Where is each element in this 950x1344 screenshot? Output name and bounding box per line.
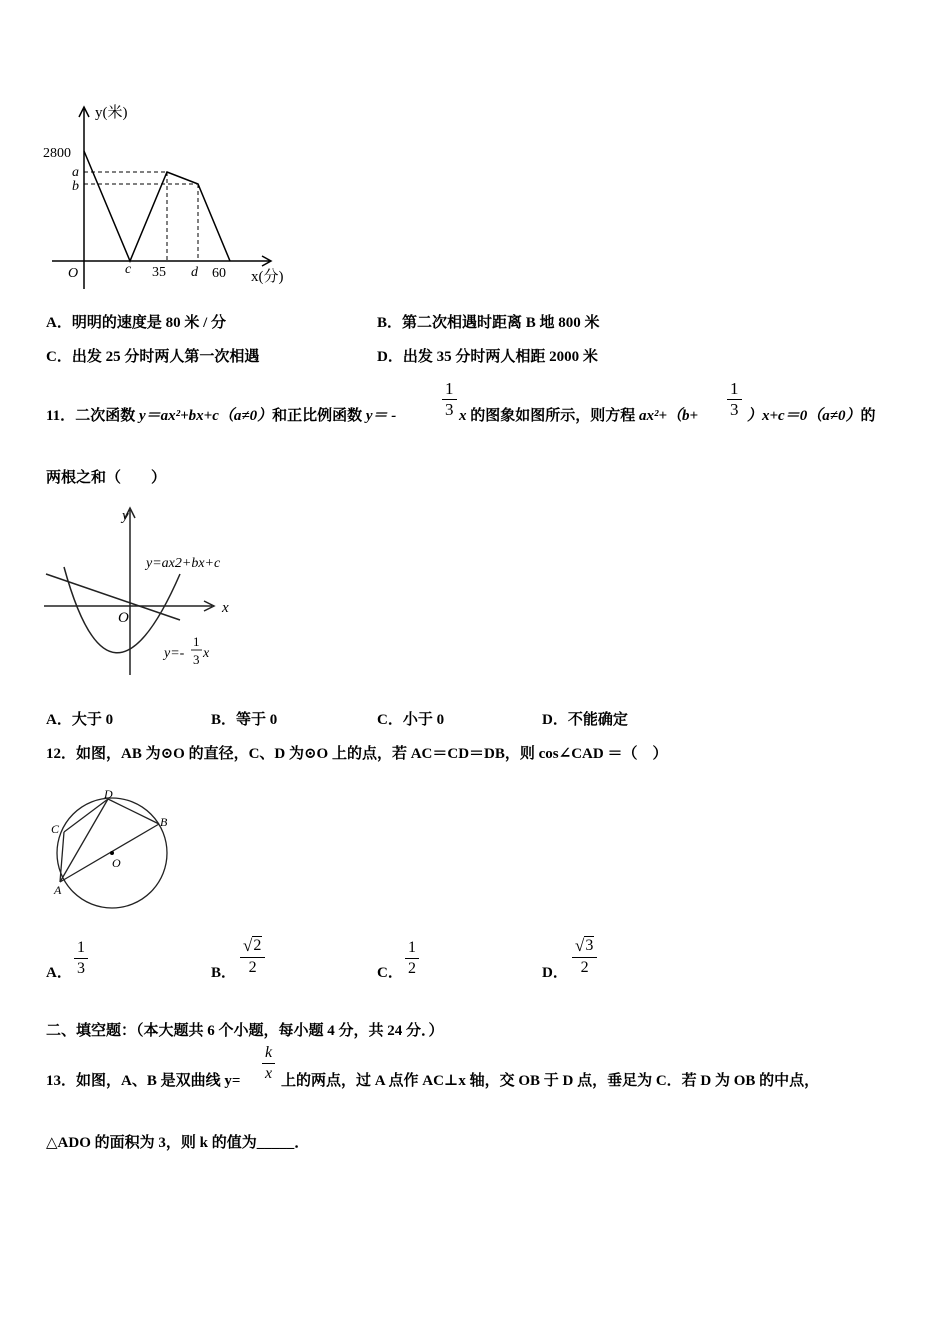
chord-ab: [60, 824, 159, 882]
option-key: D．: [377, 349, 403, 365]
x-axis-label: x(分): [251, 269, 284, 285]
graph-line: [84, 151, 230, 261]
fraction-numerator: 2: [253, 937, 262, 954]
q11-text-part2: 和正比例函数: [272, 408, 366, 424]
fraction-numerator: 1: [77, 939, 85, 956]
point-c-label: C: [51, 822, 60, 836]
sqrt-sign: √: [243, 936, 253, 955]
x-tick-origin: O: [68, 266, 79, 281]
q11-quadratic-function: y＝ax²+bx+c（a≠0）: [138, 408, 273, 424]
x-tick-c: c: [125, 262, 132, 277]
q12-option-b-key: B．: [211, 965, 237, 981]
q12-option-a-value: [74, 938, 88, 979]
option-key: C．: [377, 712, 403, 728]
distance-time-graph: [40, 95, 310, 295]
option-key: B．: [211, 712, 237, 728]
sqrt-sign: √: [575, 936, 585, 955]
q11-option-d: [542, 708, 628, 729]
line-frac-den: 3: [193, 652, 200, 667]
origin-label: O: [118, 610, 129, 626]
q12-option-b-value: [240, 936, 265, 978]
y-axis-label: y(米): [95, 105, 128, 121]
option-text: 第二次相遇时距离 B 地 800 米: [402, 315, 600, 331]
fraction-numerator: k: [265, 1044, 273, 1061]
x-tick-35: 35: [152, 265, 166, 280]
fraction-denominator: 3: [77, 960, 85, 977]
q11-fraction-one-third-b: [727, 379, 742, 420]
q11-stem-line1: [46, 404, 396, 425]
parabola-label: y=ax2+bx+c: [146, 556, 221, 571]
point-a-label: A: [54, 883, 62, 897]
fraction-numerator: 3: [585, 937, 594, 954]
option-text: 小于 0: [402, 712, 445, 728]
parabola-line-graph: [40, 500, 250, 680]
q10-option-b: [377, 311, 600, 332]
q13-stem-part1: 13．如图，A、B 是双曲线 y=: [46, 1073, 241, 1089]
q12-option-d-value: [572, 936, 597, 978]
q12-option-c-value: [405, 938, 419, 979]
point-d-label: D: [104, 787, 113, 801]
option-text: 等于 0: [236, 712, 278, 728]
q11-stem-line2: 两根之和（ ）: [46, 470, 167, 486]
q11-equation-part-a: ax²+（b+: [639, 408, 699, 424]
point-o-label: O: [112, 856, 121, 870]
q11-option-c: [377, 708, 444, 729]
option-key: C．: [46, 349, 72, 365]
center-dot: [110, 851, 114, 855]
section-title: 二、填空题：（本大题共 6 个小题，每小题 4 分，共 24 分．）: [46, 1023, 444, 1039]
q12-option-d-key: D．: [542, 965, 568, 981]
fraction-numerator: 1: [730, 379, 739, 398]
q11-text-part4: 的: [860, 408, 876, 424]
question-number: 11．: [46, 408, 76, 424]
line-frac-num: 1: [193, 634, 200, 649]
fraction-denominator: 3: [445, 400, 454, 419]
option-text: 明明的速度是 80 米 / 分: [71, 315, 227, 331]
q11-variable-x: x: [459, 408, 467, 424]
fraction-denominator: 3: [730, 400, 739, 419]
q12-option-c-key: C．: [377, 965, 403, 981]
q11-equation-part-b: ）x+c＝0（a≠0）: [747, 408, 861, 424]
circle-figure: [45, 780, 185, 915]
q11-text-part3: 的图象如图所示，则方程: [470, 408, 640, 424]
q11-stem-line1-end: [747, 404, 875, 425]
q12-option-a-key: A．: [46, 965, 72, 981]
y-tick-b: b: [72, 179, 79, 194]
q11-option-a: [46, 708, 113, 729]
chord-ad: [60, 799, 108, 882]
y-tick-a: a: [72, 165, 79, 180]
option-key: D．: [542, 712, 568, 728]
fraction-denominator: x: [265, 1065, 273, 1082]
option-key: A．: [46, 712, 72, 728]
x-tick-60: 60: [212, 266, 226, 281]
x-axis-label: x: [222, 600, 229, 616]
line-label: y=-: [164, 646, 185, 661]
q11-fraction-one-third: [442, 379, 457, 420]
q10-option-d: [377, 345, 598, 366]
option-text: 大于 0: [71, 712, 114, 728]
option-text: 出发 35 分时两人相距 2000 米: [402, 349, 598, 365]
q11-stem-line1-cont: [459, 404, 698, 425]
option-key: B．: [377, 315, 403, 331]
fraction-denominator: 2: [580, 959, 589, 976]
q11-text-part1: 二次函数: [75, 408, 139, 424]
y-tick-2800: 2800: [43, 146, 71, 161]
q12-stem: 12．如图，AB 为⊙O 的直径，C、D 为⊙O 上的点，若 AC＝CD＝DB，则 cos∠CAD ＝（ ）: [46, 746, 668, 762]
proportional-line: [46, 574, 180, 620]
line-label-x: x: [203, 646, 210, 661]
q10-option-c: [46, 345, 259, 366]
q13-stem-part2: 上的两点，过 A 点作 AC⊥x 轴，交 OB 于 D 点，垂足为 C．若 D 为 OB 的中点，: [281, 1073, 820, 1089]
y-axis-label: y: [122, 508, 129, 524]
fraction-numerator: 1: [445, 379, 454, 398]
q11-linear-function: y＝ -: [365, 408, 397, 424]
q13-stem-line2: △ADO 的面积为 3，则 k 的值为_____．: [46, 1135, 310, 1151]
option-key: A．: [46, 315, 72, 331]
x-tick-d: d: [191, 265, 198, 280]
option-text: 不能确定: [567, 712, 628, 728]
q11-option-b: [211, 708, 277, 729]
q13-fraction-k-over-x: [262, 1043, 275, 1084]
q10-option-a: [46, 311, 226, 332]
point-b-label: B: [160, 815, 168, 829]
fraction-numerator: 1: [408, 939, 416, 956]
fraction-denominator: 2: [248, 959, 257, 976]
option-text: 出发 25 分时两人第一次相遇: [71, 349, 260, 365]
fraction-denominator: 2: [408, 960, 416, 977]
